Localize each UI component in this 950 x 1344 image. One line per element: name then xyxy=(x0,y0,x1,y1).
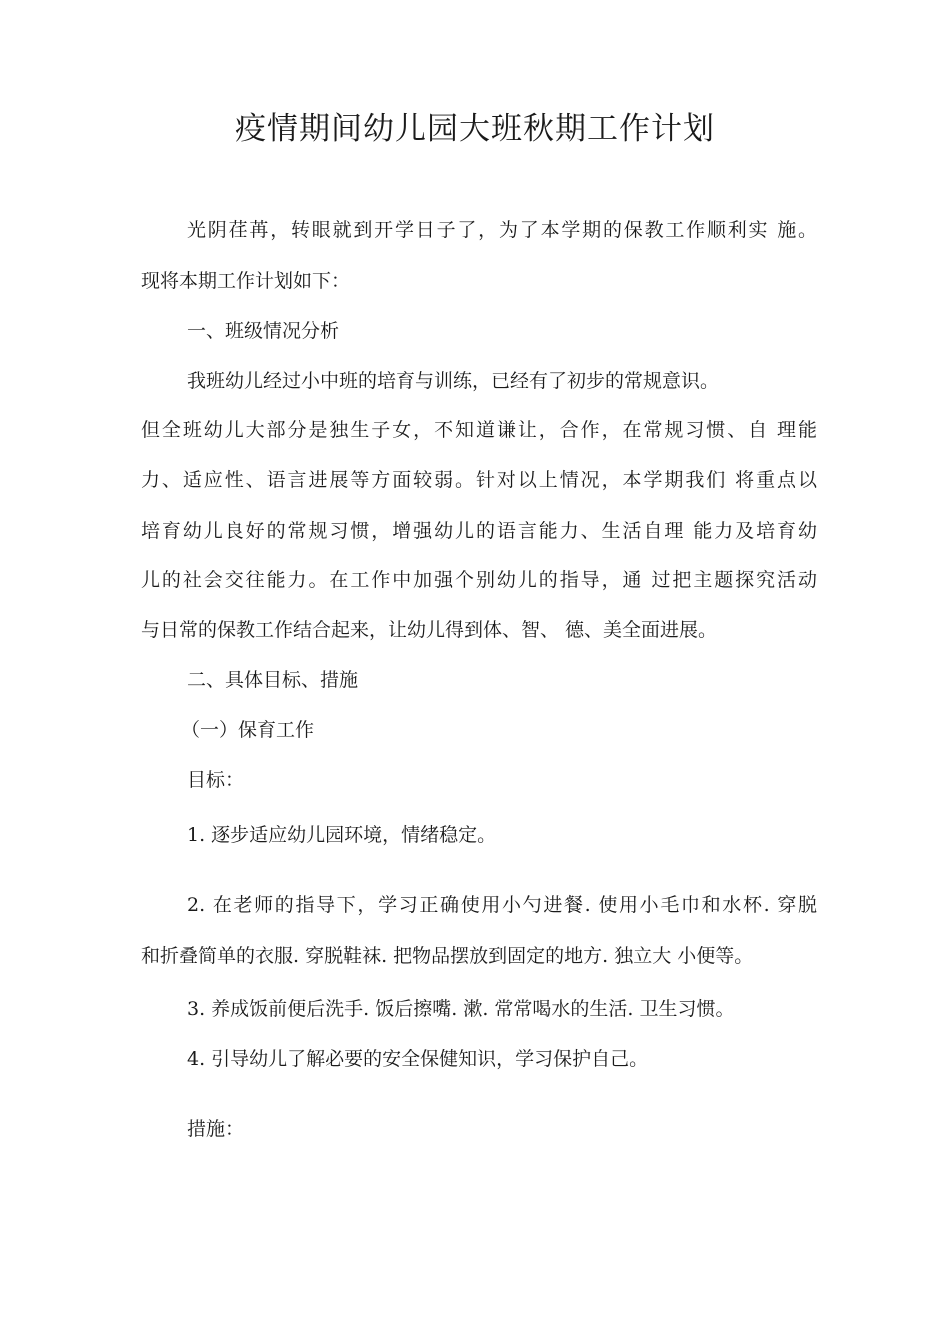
paragraph-line: 力、适应性、语言进展等方面较弱。针对以上情况，本学期我们 将重点以 xyxy=(141,469,817,491)
list-item: 1. 逐步适应幼儿园环境，情绪稳定。 xyxy=(187,824,497,846)
paragraph-line: 现将本期工作计划如下： xyxy=(141,270,351,292)
document-title: 疫情期间幼儿园大班秋期工作计划 xyxy=(235,111,715,147)
paragraph-line: 光阴荏苒，转眼就到开学日子了，为了本学期的保教工作顺利实 施。 xyxy=(187,219,817,241)
paragraph-line: 儿的社会交往能力。在工作中加强个别幼儿的指导，通 过把主题探究活动 xyxy=(141,569,817,591)
section-heading: 二、具体目标、措施 xyxy=(187,669,359,691)
goals-label: 目标： xyxy=(187,769,245,791)
paragraph-line: 我班幼儿经过小中班的培育与训练，已经有了初步的常规意识。 xyxy=(187,370,720,392)
section-heading: 一、班级情况分析 xyxy=(187,320,340,342)
list-item: 4. 引导幼儿了解必要的安全保健知识，学习保护自己。 xyxy=(187,1048,649,1070)
subsection-heading: （一）保育工作 xyxy=(181,719,315,741)
paragraph-line: 但全班幼儿大部分是独生子女，不知道谦让，合作，在常规习惯、自 理能 xyxy=(141,419,817,441)
paragraph-line: 与日常的保教工作结合起来，让幼儿得到体、智、 德、美全面进展。 xyxy=(141,619,718,641)
paragraph-line: 培育幼儿良好的常规习惯，增强幼儿的语言能力、生活自理 能力及培育幼 xyxy=(141,520,817,542)
measures-label: 措施： xyxy=(187,1118,245,1140)
paragraph-line: 和折叠简单的衣服. 穿脱鞋袜. 把物品摆放到固定的地方. 独立大 小便等。 xyxy=(141,945,754,967)
list-item: 3. 养成饭前便后洗手. 饭后擦嘴. 漱. 常常喝水的生活. 卫生习惯。 xyxy=(187,998,735,1020)
list-item: 2. 在老师的指导下，学习正确使用小勺进餐. 使用小毛巾和水杯. 穿脱 xyxy=(187,894,817,916)
